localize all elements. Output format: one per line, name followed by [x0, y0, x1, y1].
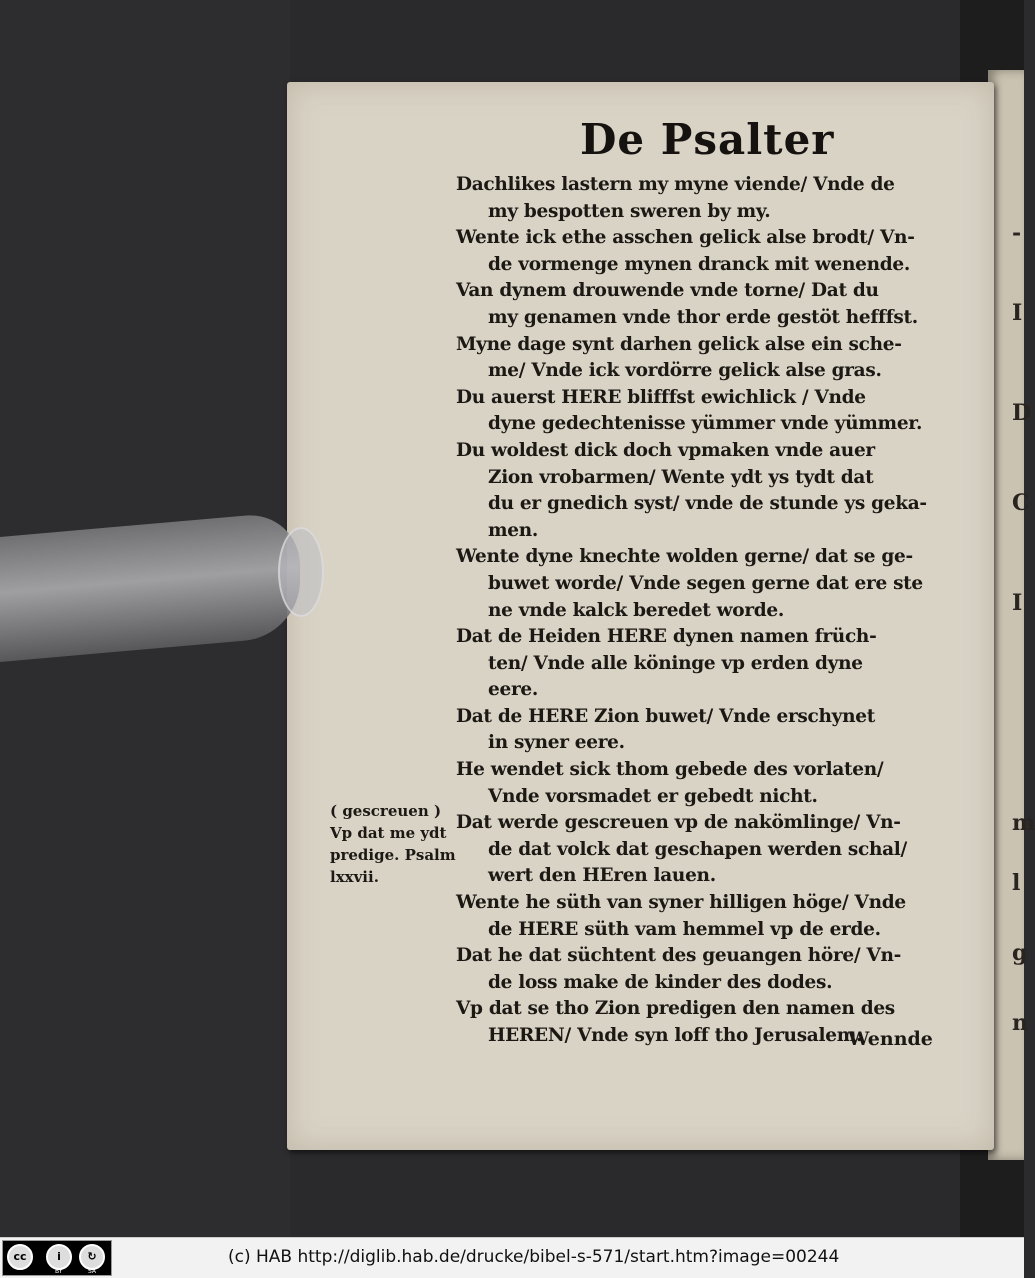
- share-alike-icon: ↻: [79, 1244, 105, 1270]
- text-line: du er gnedich syst/ vnde de stunde ys geka-: [488, 493, 927, 515]
- text-line: Dat de HERE Zion buwet/ Vnde erschynet: [456, 705, 875, 727]
- page-heading: De Psalter: [580, 115, 835, 164]
- text-line: ne vnde kalck beredet worde.: [488, 599, 785, 621]
- text-line: wert den HEren lauen.: [488, 865, 716, 887]
- margin-note-line: Vp dat me ydt: [330, 824, 447, 842]
- text-line: Wente dyne knechte wolden gerne/ dat se ge-: [456, 546, 913, 568]
- text-line: ten/ Vnde alle köninge vp erden dyne: [488, 652, 863, 674]
- attribution-icon: i: [46, 1244, 72, 1270]
- text-line: de loss make de kinder des dodes.: [488, 971, 833, 993]
- text-line: my genamen vnde thor erde gestöt hefffst.: [488, 306, 918, 328]
- text-line: Wente ick ethe asschen gelick alse brodt/ Vn-: [456, 227, 915, 249]
- text-line: Zion vrobarmen/ Wente ydt ys tydt dat: [488, 466, 874, 488]
- text-line: Wente he süth van syner hilligen höge/ Vnde: [456, 892, 906, 914]
- text-line: Van dynem drouwende vnde torne/ Dat du: [456, 280, 879, 302]
- text-line: dyne gedechtenisse yümmer vnde yümmer.: [488, 413, 923, 435]
- text-line: eere.: [488, 679, 538, 701]
- text-line: Dat de Heiden HERE dynen namen früch-: [456, 626, 877, 648]
- margin-note: [330, 800, 470, 888]
- margin-note-line: lxxvii.: [330, 868, 379, 886]
- text-line: Myne dage synt darhen gelick alse ein sche-: [456, 333, 902, 355]
- text-line: Vnde vorsmadet er gebedt nicht.: [488, 785, 818, 807]
- margin-note-line: predige. Psalm: [330, 846, 456, 864]
- text-line: Dat werde gescreuen vp de nakömlinge/ Vn-: [456, 812, 901, 834]
- text-line: He wendet sick thom gebede des vorlaten/: [456, 759, 884, 781]
- footer-bar: [0, 1237, 1024, 1278]
- text-line: me/ Vnde ick vordörre gelick alse gras.: [488, 360, 882, 382]
- text-line: HEREN/ Vnde syn loff tho Jerusalem.: [488, 1025, 863, 1046]
- page-clip-tip: [278, 527, 324, 617]
- text-line: Dachlikes lastern my myne viende/ Vnde de: [456, 174, 895, 195]
- margin-note-line: ( gescreuen ): [330, 802, 442, 820]
- text-line: Dat he dat süchtent des geuangen höre/ Vn-: [456, 945, 902, 967]
- text-line: de HERE süth vam hemmel vp de erde.: [488, 918, 881, 940]
- text-line: Vp dat se tho Zion predigen den namen des: [456, 998, 895, 1020]
- sa-label: SA: [88, 1268, 97, 1275]
- text-line: Du auerst HERE blifffst ewichlick / Vnde: [456, 386, 866, 408]
- catchword: Wennde: [848, 1028, 933, 1050]
- cc-icon: cc: [7, 1244, 33, 1270]
- next-page-edge: - I D C I m l g n: [988, 70, 1024, 1160]
- text-line: my bespotten sweren by my.: [488, 200, 771, 222]
- psalm-text: [456, 172, 946, 1050]
- text-line: de dat volck dat geschapen werden schal/: [488, 838, 907, 860]
- by-label: BY: [55, 1268, 63, 1275]
- text-line: Du woldest dick doch vpmaken vnde auer: [456, 439, 875, 461]
- text-line: de vormenge mynen dranck mit wenende.: [488, 253, 911, 275]
- credit-link[interactable]: (c) HAB http://diglib.hab.de/drucke/bibel-s-571/start.htm?image=00244: [228, 1247, 840, 1267]
- text-line: in syner eere.: [488, 732, 625, 754]
- text-line: men.: [488, 519, 539, 541]
- text-line: buwet worde/ Vnde segen gerne dat ere ste: [488, 572, 923, 594]
- cc-license-badge[interactable]: [2, 1240, 112, 1276]
